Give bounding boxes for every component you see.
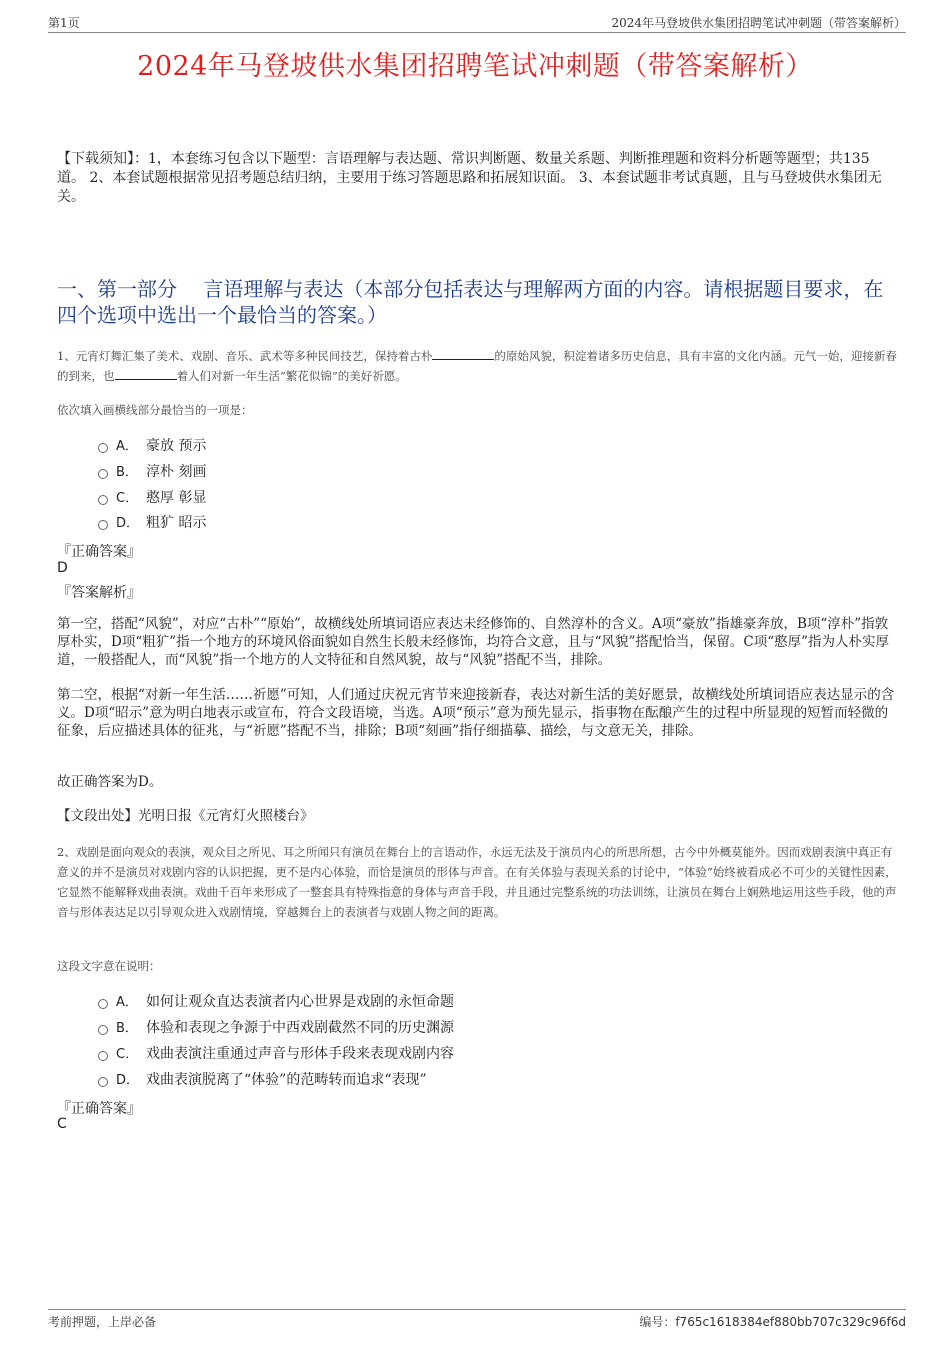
q2-option-a[interactable] [98, 993, 454, 1012]
q1-source: 【文段出处】光明日报《元宵灯火照楼台》 [57, 808, 314, 824]
radio-icon[interactable] [98, 469, 108, 479]
q1-option-a[interactable] [98, 437, 206, 456]
footer-id [639, 1313, 906, 1330]
option-text: 淳朴 刻画 [146, 464, 207, 480]
option-text: 戏曲表演注重通过声音与形体手段来表现戏剧内容 [146, 1046, 454, 1062]
footer-id-label: 编号： [639, 1315, 676, 1329]
q1-conclusion: 故正确答案为D。 [57, 774, 163, 790]
q1-option-c[interactable] [98, 489, 206, 508]
radio-icon[interactable] [98, 1077, 108, 1087]
section-heading: 一、第一部分 言语理解与表达（本部分包括表达与理解两方面的内容。请根据题目要求，在四个选项中选出一个最恰当的答案。） [57, 277, 884, 327]
q2-answer-label: 『正确答案』 [57, 1101, 141, 1117]
radio-icon[interactable] [98, 520, 108, 530]
q1-blank-2 [115, 369, 177, 380]
radio-icon[interactable] [98, 443, 108, 453]
page-title: 2024年马登坡供水集团招聘笔试冲刺题（带答案解析） [137, 51, 813, 82]
question-1-stem [57, 346, 897, 386]
footer-slogan: 考前押题，上岸必备 [48, 1315, 157, 1329]
option-text: 豪放 预示 [146, 438, 207, 454]
option-letter: A． [116, 439, 138, 454]
q1-analysis-paragraph-1: 第一空，搭配“风貌”，对应“古朴”“原始”，故横线处所填词语应表达未经修饰的、自然淳朴的含义。A项“豪放”指雄豪奔放，B项“淳朴”指敦厚朴实，D项“粗犷”指一个地方的环境风俗面貌如自然生长般未经修饰，均符合文意，且与“风貌”搭配恰当，保留。C项“憨厚”指为人朴实厚道，一般搭配人，而“风貌”指一个地方的人文特征和自然风貌，故与“风貌”搭配不当，排除。 [57, 616, 890, 668]
option-letter: A． [116, 995, 138, 1010]
option-letter: D． [116, 1073, 140, 1088]
option-text: 如何让观众直达表演者内心世界是戏剧的永恒命题 [146, 994, 454, 1010]
option-letter: C． [116, 491, 139, 506]
download-notice: 【下载须知】：1，本套练习包含以下题型：言语理解与表达题、常识判断题、数量关系题、判断推理题和资料分析题等题型；共135道。 2、本套试题根据常见招考题总结归纳，主要用于练习答题思路和拓展知识面。 3、本套试题非考试真题，且与马登坡供水集团无关。 [57, 151, 882, 205]
question-2-prompt: 这段文字意在说明： [57, 959, 161, 973]
q1-analysis-label: 『答案解析』 [57, 585, 141, 601]
option-letter: B． [116, 465, 138, 480]
option-letter: B． [116, 1021, 138, 1036]
option-letter: C． [116, 1047, 139, 1062]
question-2-stem: 2、戏剧是面向观众的表演，观众目之所见、耳之所闻只有演员在舞台上的言语动作，永远无法及于演员内心的所思所想，古今中外概莫能外。因而戏剧表演中真正有意义的并不是演员对戏剧内容的认识把握，更不是内心体验，而恰是演员的形体与声音。在有关体验与表现关系的讨论中，“体验”始终被看成必不可少的关键性因素，它显然不能解释戏曲表演。戏曲千百年来形成了一整套具有特殊指意的身体与声音手段，并且通过完整系统的功法训练，让演员在舞台上娴熟地运用这些手段，他的声音与形体表达足以引导观众进入戏剧情境，穿越舞台上的表演者与戏剧人物之间的距离。 [57, 845, 897, 919]
radio-icon[interactable] [98, 1025, 108, 1035]
option-letter: D． [116, 516, 140, 531]
q1-option-b[interactable] [98, 463, 206, 482]
page-footer [48, 1309, 906, 1329]
header-doc-title: 2024年马登坡供水集团招聘笔试冲刺题（带答案解析） [611, 16, 906, 30]
page-number: 第1页 [48, 16, 80, 30]
q1-stem-part-a: 1、元宵灯舞汇集了美术、戏剧、音乐、武术等多种民间技艺，保持着古朴 [57, 349, 433, 363]
footer-id-code: f765c1618384ef880bb707c329c96f6d [675, 1315, 906, 1329]
option-text: 憨厚 彰显 [146, 490, 207, 506]
q1-option-d[interactable] [98, 514, 206, 533]
q2-option-d[interactable] [98, 1071, 427, 1090]
radio-icon[interactable] [98, 1051, 108, 1061]
page-header [48, 14, 906, 33]
q1-blank-1 [432, 349, 494, 360]
q1-answer-label: 『正确答案』 [57, 544, 141, 560]
q2-option-c[interactable] [98, 1045, 454, 1064]
q1-analysis-paragraph-2: 第二空，根据“对新一年生活……祈愿”可知，人们通过庆祝元宵节来迎接新春，表达对新生活的美好愿景，故横线处所填词语应表达显示的含义。D项“昭示”意为明白地表示或宣布，符合文段语境，当选。A项“预示”意为预先显示，指事物在酝酿产生的过程中所显现的短暂而轻微的征象，后应描述具体的征兆，与“祈愿”搭配不当，排除；B项“刻画”指仔细描摹、描绘，与文意无关，排除。 [57, 687, 895, 739]
q2-option-b[interactable] [98, 1019, 454, 1038]
option-text: 戏曲表演脱离了“体验”的范畴转而追求“表现” [146, 1072, 427, 1088]
option-text: 粗犷 昭示 [146, 515, 207, 531]
option-text: 体验和表现之争源于中西戏剧截然不同的历史渊源 [146, 1020, 454, 1036]
q2-answer-value: C [57, 1116, 67, 1132]
q1-stem-part-c: 着人们对新一年生活“繁花似锦”的美好祈愿。 [176, 369, 407, 383]
radio-icon[interactable] [98, 495, 108, 505]
q1-stem-part-b: 的原始风貌，积淀着诸多历史信息，具有丰富的文化内涵。元气一始，迎接新春的到来，也 [57, 349, 897, 383]
q1-answer-value: D [57, 560, 68, 576]
question-1-prompt: 依次填入画横线部分最恰当的一项是： [57, 403, 253, 417]
radio-icon[interactable] [98, 999, 108, 1009]
